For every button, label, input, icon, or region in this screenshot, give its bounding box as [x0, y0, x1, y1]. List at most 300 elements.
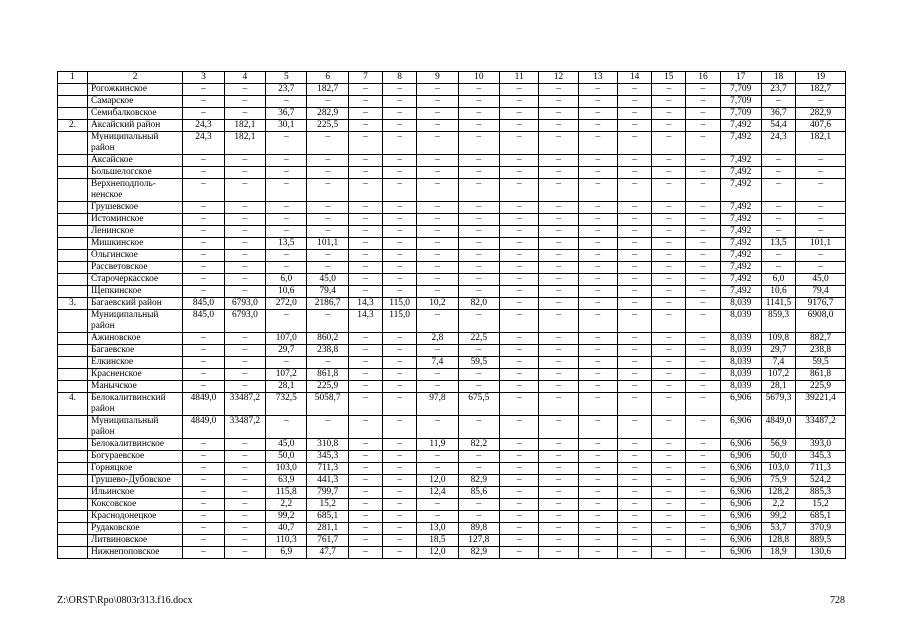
table-cell: 6,906 — [720, 475, 761, 487]
table-cell: 8,039 — [720, 298, 761, 310]
table-cell — [58, 108, 88, 120]
table-cell: 24,3 — [761, 132, 795, 155]
table-cell: – — [500, 463, 539, 475]
table-cell: – — [307, 179, 348, 202]
table-cell: 45,0 — [266, 439, 307, 451]
table-cell: – — [458, 238, 499, 250]
table-cell: – — [618, 499, 652, 511]
table-cell: – — [539, 333, 578, 345]
table-cell: – — [578, 547, 617, 559]
table-cell: – — [686, 535, 720, 547]
table-cell: – — [652, 108, 686, 120]
table-cell: – — [458, 132, 499, 155]
table-cell: 2,2 — [761, 499, 795, 511]
table-cell: 3. — [58, 298, 88, 310]
table-cell: – — [348, 416, 382, 439]
table-cell: – — [539, 214, 578, 226]
table-cell: – — [383, 487, 417, 499]
table-cell: – — [266, 214, 307, 226]
table-cell: – — [383, 84, 417, 96]
column-header: 11 — [500, 72, 539, 84]
table-row — [58, 499, 846, 511]
table-cell: – — [266, 250, 307, 262]
table-cell: – — [578, 393, 617, 416]
table-cell: – — [539, 120, 578, 132]
table-cell: – — [458, 511, 499, 523]
table-cell: – — [307, 214, 348, 226]
table-cell: – — [224, 439, 265, 451]
table-cell: – — [500, 451, 539, 463]
table-cell: 50,0 — [761, 451, 795, 463]
table-cell: – — [652, 238, 686, 250]
table-cell: 40,7 — [266, 523, 307, 535]
table-cell: – — [458, 451, 499, 463]
table-cell: – — [224, 499, 265, 511]
table-cell: – — [539, 381, 578, 393]
table-cell: – — [266, 167, 307, 179]
table-cell: – — [183, 179, 224, 202]
table-row — [58, 238, 846, 250]
table-cell: 238,8 — [796, 345, 846, 357]
table-cell: – — [618, 250, 652, 262]
table-cell: – — [686, 214, 720, 226]
table-cell: – — [761, 155, 795, 167]
table-cell: – — [417, 84, 458, 96]
table-cell: – — [618, 523, 652, 535]
table-cell: – — [383, 439, 417, 451]
row-name-cell: Старочеркасское — [88, 274, 183, 286]
table-cell: 4849,0 — [761, 416, 795, 439]
row-name-cell: Краснодонецкое — [88, 511, 183, 523]
table-cell: – — [266, 357, 307, 369]
table-cell: – — [383, 238, 417, 250]
table-cell: 7,492 — [720, 274, 761, 286]
table-cell: – — [224, 547, 265, 559]
table-cell: 799,7 — [307, 487, 348, 499]
table-cell: – — [618, 381, 652, 393]
table-cell: 732,5 — [266, 393, 307, 416]
table-cell: 82,9 — [458, 547, 499, 559]
column-header: 15 — [652, 72, 686, 84]
table-cell: 889,5 — [796, 535, 846, 547]
table-cell: 345,3 — [307, 451, 348, 463]
table-row — [58, 547, 846, 559]
table-cell: – — [686, 475, 720, 487]
table-cell: – — [183, 214, 224, 226]
table-cell: – — [652, 345, 686, 357]
table-cell: – — [183, 167, 224, 179]
table-cell: – — [500, 511, 539, 523]
table-cell — [58, 451, 88, 463]
table-cell — [58, 84, 88, 96]
column-header: 14 — [618, 72, 652, 84]
table-cell: 89,8 — [458, 523, 499, 535]
table-cell: – — [183, 155, 224, 167]
table-cell: – — [348, 155, 382, 167]
row-name-cell: Муниципальный район — [88, 132, 183, 155]
table-cell: 882,7 — [796, 333, 846, 345]
table-row — [58, 226, 846, 238]
table-cell: 6,906 — [720, 523, 761, 535]
table-cell: – — [652, 393, 686, 416]
table-cell: 10,2 — [417, 298, 458, 310]
table-cell: – — [686, 238, 720, 250]
column-header: 7 — [348, 72, 382, 84]
table-cell: – — [539, 499, 578, 511]
table-cell — [58, 381, 88, 393]
table-cell: – — [383, 179, 417, 202]
table-cell: 7,4 — [417, 357, 458, 369]
table-cell: – — [348, 84, 382, 96]
table-cell: – — [652, 250, 686, 262]
table-cell: 33487,2 — [224, 393, 265, 416]
table-cell: – — [266, 96, 307, 108]
table-row — [58, 523, 846, 535]
table-cell: – — [348, 357, 382, 369]
table-cell: – — [539, 96, 578, 108]
table-cell: – — [383, 511, 417, 523]
table-cell: – — [652, 381, 686, 393]
table-cell: 393,0 — [796, 439, 846, 451]
table-row — [58, 487, 846, 499]
table-cell: 859,3 — [761, 310, 795, 333]
table-cell: – — [500, 155, 539, 167]
table-cell: 23,7 — [761, 84, 795, 96]
row-name-cell: Муниципальный район — [88, 310, 183, 333]
table-cell: – — [224, 108, 265, 120]
table-cell: – — [458, 274, 499, 286]
table-cell: – — [578, 310, 617, 333]
table-cell: 6,9 — [266, 547, 307, 559]
table-cell: – — [796, 179, 846, 202]
table-cell: – — [539, 298, 578, 310]
row-name-cell: Багаевское — [88, 345, 183, 357]
table-cell: – — [618, 274, 652, 286]
table-cell: – — [417, 108, 458, 120]
table-cell: – — [348, 179, 382, 202]
table-cell: 33487,2 — [796, 416, 846, 439]
table-cell: – — [796, 202, 846, 214]
table-cell: – — [761, 250, 795, 262]
table-cell: – — [500, 84, 539, 96]
table-cell: – — [383, 108, 417, 120]
table-cell: – — [224, 286, 265, 298]
table-cell: – — [383, 451, 417, 463]
table-cell: 281,1 — [307, 523, 348, 535]
table-cell: – — [578, 108, 617, 120]
table-cell: – — [686, 523, 720, 535]
table-cell: – — [539, 511, 578, 523]
table-row — [58, 463, 846, 475]
table-row — [58, 535, 846, 547]
table-cell: – — [761, 202, 795, 214]
table-cell: 2,8 — [417, 333, 458, 345]
table-cell: – — [183, 286, 224, 298]
table-cell: – — [458, 226, 499, 238]
table-cell: – — [266, 202, 307, 214]
table-cell: – — [183, 463, 224, 475]
row-name-cell: Большелогское — [88, 167, 183, 179]
table-cell: – — [266, 416, 307, 439]
table-cell: – — [500, 214, 539, 226]
table-cell: – — [652, 84, 686, 96]
table-cell: – — [500, 108, 539, 120]
table-cell: – — [307, 310, 348, 333]
table-cell: – — [307, 96, 348, 108]
table-cell: – — [348, 475, 382, 487]
table-row — [58, 96, 846, 108]
table-cell: 101,1 — [796, 238, 846, 250]
table-cell: – — [224, 202, 265, 214]
table-cell: – — [224, 381, 265, 393]
row-name-cell: Литвиновское — [88, 535, 183, 547]
table-cell: – — [500, 120, 539, 132]
table-cell — [58, 535, 88, 547]
table-cell: – — [383, 475, 417, 487]
table-cell — [58, 310, 88, 333]
table-cell: 22,5 — [458, 333, 499, 345]
table-cell: 8,039 — [720, 381, 761, 393]
table-cell: – — [348, 202, 382, 214]
table-cell: 8,039 — [720, 345, 761, 357]
table-cell: 9176,7 — [796, 298, 846, 310]
table-cell: 18,9 — [761, 547, 795, 559]
table-cell: – — [539, 226, 578, 238]
table-cell: – — [266, 132, 307, 155]
table-cell: – — [183, 238, 224, 250]
table-cell: 82,9 — [458, 475, 499, 487]
table-cell: – — [796, 96, 846, 108]
table-cell: – — [618, 202, 652, 214]
table-cell: – — [539, 535, 578, 547]
table-cell: 36,7 — [761, 108, 795, 120]
table-cell: – — [686, 202, 720, 214]
table-cell: 45,0 — [796, 274, 846, 286]
table-cell: – — [500, 250, 539, 262]
table-cell: – — [500, 439, 539, 451]
table-cell: – — [539, 167, 578, 179]
table-cell: – — [500, 226, 539, 238]
table-cell: – — [417, 120, 458, 132]
table-cell: – — [578, 286, 617, 298]
table-cell: – — [348, 345, 382, 357]
table-cell: – — [618, 96, 652, 108]
table-cell: – — [618, 132, 652, 155]
table-cell: – — [796, 250, 846, 262]
table-cell: – — [266, 262, 307, 274]
table-cell: 85,6 — [458, 487, 499, 499]
table-cell: 107,2 — [761, 369, 795, 381]
table-cell: – — [383, 393, 417, 416]
table-cell: 110,3 — [266, 535, 307, 547]
table-cell: – — [458, 96, 499, 108]
table-cell: – — [578, 132, 617, 155]
table-cell: – — [578, 499, 617, 511]
table-cell: – — [224, 274, 265, 286]
table-cell: – — [652, 274, 686, 286]
table-cell: – — [383, 499, 417, 511]
table-cell: – — [578, 214, 617, 226]
table-cell: – — [686, 155, 720, 167]
table-cell: – — [578, 463, 617, 475]
table-row — [58, 214, 846, 226]
table-cell: 860,2 — [307, 333, 348, 345]
table-cell: – — [307, 262, 348, 274]
table-cell: 33487,2 — [224, 416, 265, 439]
table-cell: 8,039 — [720, 369, 761, 381]
table-cell — [58, 286, 88, 298]
table-cell: – — [183, 511, 224, 523]
table-cell: – — [224, 179, 265, 202]
table-cell: – — [417, 416, 458, 439]
table-cell: 8,039 — [720, 357, 761, 369]
table-cell: 10,6 — [761, 286, 795, 298]
table-cell: – — [686, 333, 720, 345]
table-cell: – — [618, 463, 652, 475]
table-cell: 182,1 — [224, 120, 265, 132]
table-cell: – — [307, 357, 348, 369]
table-cell: – — [539, 108, 578, 120]
table-cell: – — [383, 286, 417, 298]
row-name-cell: Аксайский район — [88, 120, 183, 132]
table-cell: – — [307, 416, 348, 439]
table-cell: 6908,0 — [796, 310, 846, 333]
table-row — [58, 393, 846, 416]
table-cell: 6,906 — [720, 547, 761, 559]
table-cell: – — [539, 416, 578, 439]
table-cell: – — [652, 439, 686, 451]
table-cell: – — [652, 451, 686, 463]
table-cell: – — [652, 463, 686, 475]
table-cell: – — [348, 511, 382, 523]
table-cell: – — [348, 535, 382, 547]
table-cell: – — [578, 345, 617, 357]
table-cell: – — [224, 84, 265, 96]
row-name-cell: Ленинское — [88, 226, 183, 238]
table-row — [58, 250, 846, 262]
table-cell — [58, 179, 88, 202]
table-cell — [58, 523, 88, 535]
table-row — [58, 84, 846, 96]
table-cell: 6,906 — [720, 511, 761, 523]
table-cell: – — [686, 381, 720, 393]
table-cell: – — [578, 226, 617, 238]
table-cell: 4. — [58, 393, 88, 416]
table-cell: – — [686, 120, 720, 132]
table-cell: – — [183, 274, 224, 286]
table-cell — [58, 132, 88, 155]
table-cell: 24,3 — [183, 132, 224, 155]
table-cell: – — [686, 132, 720, 155]
table-cell: – — [458, 202, 499, 214]
table-cell — [58, 262, 88, 274]
table-cell: – — [500, 381, 539, 393]
table-cell: – — [652, 535, 686, 547]
table-cell: 59,5 — [796, 357, 846, 369]
table-cell — [58, 345, 88, 357]
table-cell: 15,2 — [307, 499, 348, 511]
table-cell: – — [500, 179, 539, 202]
table-cell: – — [183, 108, 224, 120]
row-name-cell: Елкинское — [88, 357, 183, 369]
table-cell: – — [578, 179, 617, 202]
table-cell: 12,4 — [417, 487, 458, 499]
table-cell: – — [539, 357, 578, 369]
table-cell: – — [348, 262, 382, 274]
table-cell: – — [686, 357, 720, 369]
table-cell: – — [686, 310, 720, 333]
table-cell: – — [796, 155, 846, 167]
table-cell: – — [458, 155, 499, 167]
table-cell: – — [183, 250, 224, 262]
table-cell: – — [417, 463, 458, 475]
row-name-cell: Белокалитвинский район — [88, 393, 183, 416]
table-cell: – — [539, 238, 578, 250]
table-cell — [58, 475, 88, 487]
table-cell: – — [761, 226, 795, 238]
table-cell: 7,492 — [720, 214, 761, 226]
table-cell: – — [578, 298, 617, 310]
table-cell: – — [539, 155, 578, 167]
table-cell: – — [539, 393, 578, 416]
table-cell: 107,0 — [266, 333, 307, 345]
table-cell: 7,4 — [761, 357, 795, 369]
table-row — [58, 167, 846, 179]
table-cell: – — [500, 96, 539, 108]
table-cell: 54,4 — [761, 120, 795, 132]
table-cell: – — [618, 393, 652, 416]
table-cell: – — [578, 451, 617, 463]
table-row — [58, 155, 846, 167]
table-cell: 441,3 — [307, 475, 348, 487]
table-cell: – — [224, 262, 265, 274]
row-name-cell: Ольгинское — [88, 250, 183, 262]
table-cell: – — [578, 96, 617, 108]
table-cell: – — [500, 286, 539, 298]
table-cell: – — [417, 499, 458, 511]
table-cell: – — [652, 416, 686, 439]
table-cell: 7,492 — [720, 250, 761, 262]
table-cell: – — [383, 96, 417, 108]
table-cell: – — [578, 416, 617, 439]
row-name-cell: Багаевский район — [88, 298, 183, 310]
table-cell: – — [224, 511, 265, 523]
table-cell: – — [652, 155, 686, 167]
table-cell: – — [578, 535, 617, 547]
table-cell: – — [539, 179, 578, 202]
table-cell: 182,7 — [796, 84, 846, 96]
table-cell: 7,492 — [720, 262, 761, 274]
table-cell: – — [307, 226, 348, 238]
table-cell: – — [458, 167, 499, 179]
table-cell: – — [458, 345, 499, 357]
table-cell: – — [348, 132, 382, 155]
table-cell: – — [500, 298, 539, 310]
table-cell: – — [686, 499, 720, 511]
row-name-cell: Ильинское — [88, 487, 183, 499]
table-cell: – — [539, 286, 578, 298]
table-cell: – — [383, 226, 417, 238]
table-cell: 6,0 — [266, 274, 307, 286]
table-cell: – — [618, 155, 652, 167]
table-cell: 47,7 — [307, 547, 348, 559]
table-cell: – — [618, 345, 652, 357]
table-cell: – — [266, 226, 307, 238]
table-cell: 711,3 — [307, 463, 348, 475]
table-cell: – — [183, 523, 224, 535]
row-name-cell: Рассветовское — [88, 262, 183, 274]
table-cell: – — [383, 416, 417, 439]
